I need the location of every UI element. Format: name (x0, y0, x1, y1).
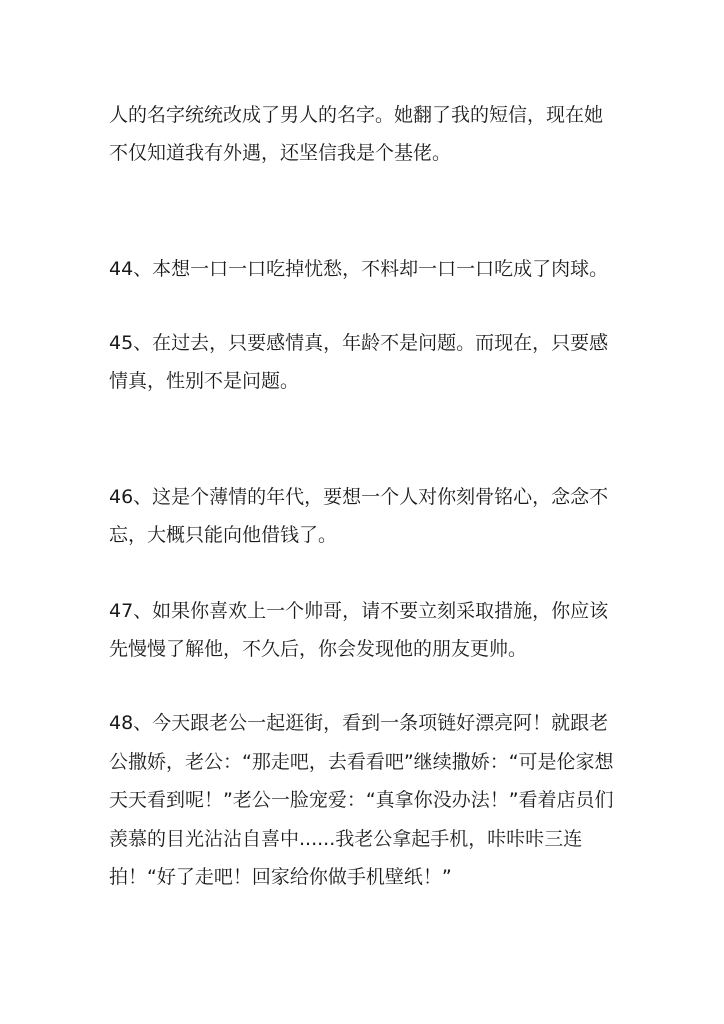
paragraph-47: 47、如果你喜欢上一个帅哥，请不要立刻采取措施，你应该先慢慢了解他，不久后，你会发现他的朋友更帅。 (109, 600, 609, 660)
paragraph-46: 46、这是个薄情的年代，要想一个人对你刻骨铭心，念念不忘，大概只能向他借钱了。 (109, 486, 609, 546)
paragraph-continuation: 人的名字统统改成了男人的名字。她翻了我的短信，现在她不仅知道我有外遇，还坚信我是个基佬。 (109, 104, 604, 164)
paragraph-48: 48、今天跟老公一起逛街，看到一条项链好漂亮阿！就跟老公撒娇，老公：“那走吧，去看看吧”继续撒娇：“可是伦家想天天看到呢！”老公一脸宠爱：“真拿你没办法！”看着店员们羡慕的目光沾沾自喜中......我老公拿起手机，咔咔咔三连拍！“好了走吧！回家给你做手机壁纸！” (109, 712, 614, 888)
paragraph-45: 45、在过去，只要感情真，年龄不是问题。而现在，只要感情真，性别不是问题。 (109, 332, 609, 392)
paragraph-44: 44、本想一口一口吃掉忧愁，不料却一口一口吃成了肉球。 (109, 258, 609, 280)
